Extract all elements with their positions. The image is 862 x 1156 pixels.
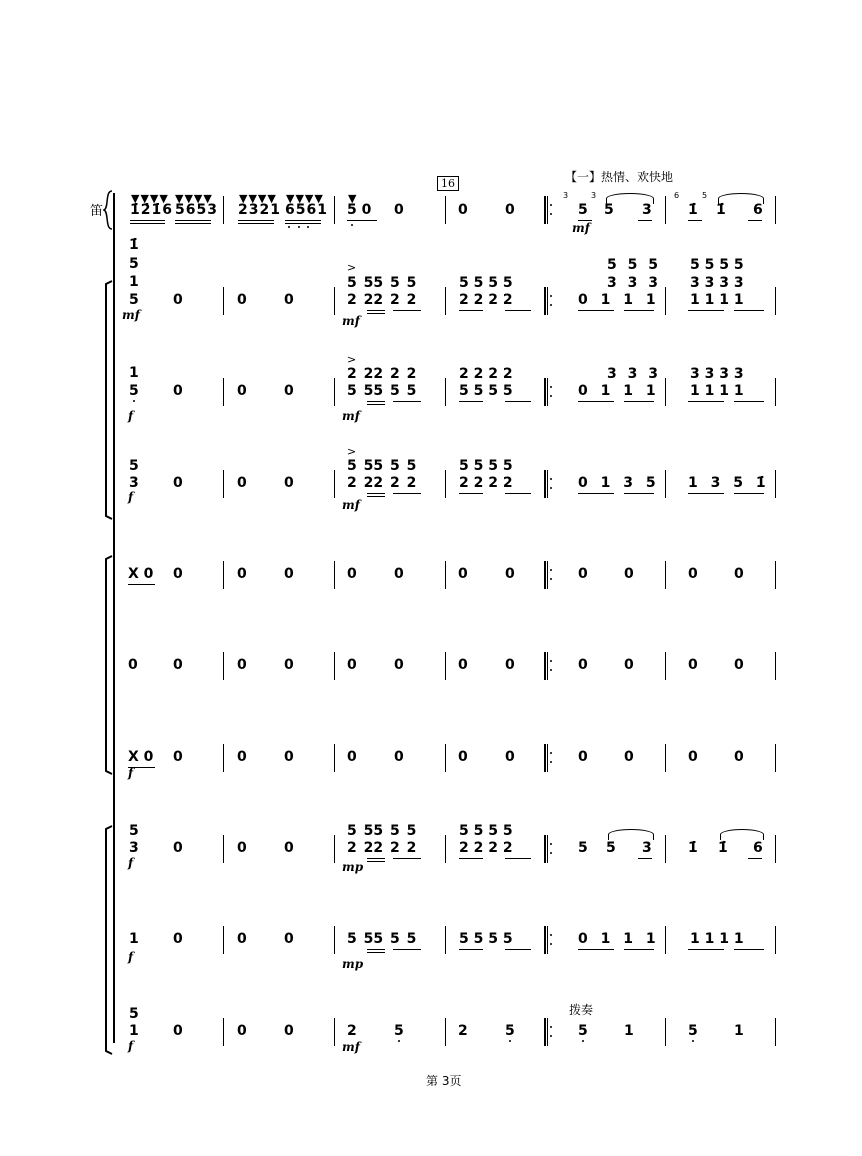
pizz-label: 拨奏 (569, 1003, 594, 1017)
instrument-label-di: 笛 (89, 204, 103, 219)
note-group: 5653 (175, 202, 218, 218)
note-group: 2321 (238, 202, 281, 218)
section-title: 【一】热情、欢快地 (565, 170, 674, 184)
page-number: 第 3页 (426, 1074, 462, 1088)
note-group: 1̇2̇1̇6 (130, 202, 173, 218)
score-page: 16 【一】热情、欢快地 笛 ▼▼▼▼ ▼▼▼▼ ▼▼▼▼ ▼▼▼▼ ▼ 1̇2̇1̇6 5653 2321 6561 5 0 0 0 0 3 3 5 5 3 mf 6 5 1̇ 1̇ 6 1̇ 5 1 5 mf 0 0 0 > 5 55 5 5 2 22 2 2 mf 5 5 5 5 2 2 2 2 5 5 5 3 3 3 0 1 1 1 5 5 5 5 3 3 3 3 1 1 1 1 1 5 f 0 0 0 > 2 22 2 2 5 55 5 5 mf 2 2 2 2 5 5 5 5 3 3 3 0 1 1 1 3 3 3 3 1 1 1 1 5 3 f 0 0 0 > 5 55 5 5 2 22 2 2 mf 5 5 5 5 2 2 2 2 0 1 3 5 1 3 5 1̇ X 0 0 0 0 0 0 0 0 0 0 0 0 0 0 0 0 0 0 0 0 0 0 0 0 X 0 f 0 0 0 0 0 0 0 0 0 0 0 5 3 f 0 0 0 5 55 5 5 2 22 2 2 mp 5 5 5 5 2 2 2 2 5 5 3 1̇ 1̇ 6 1 f 0 0 0 5 55 5 5 mp 5 5 5 5 0 1 1 1 1 1 1 1 5 1 f 0 0 0 2 5 mf 2 5 拨奏 5 1 5 1 第 3页 (0, 0, 862, 1156)
staff-di: 笛 ▼▼▼▼ ▼▼▼▼ ▼▼▼▼ ▼▼▼▼ ▼ 1̇2̇1̇6 5653 2321 6561 5 0 0 0 0 3 3 5 5 3 mf 6 5 1̇ 1̇ 6 (0, 0, 862, 1156)
rehearsal-mark: 16 (437, 176, 459, 191)
note-group: 6561 (285, 202, 328, 218)
note-group: 5 0 (347, 202, 372, 218)
